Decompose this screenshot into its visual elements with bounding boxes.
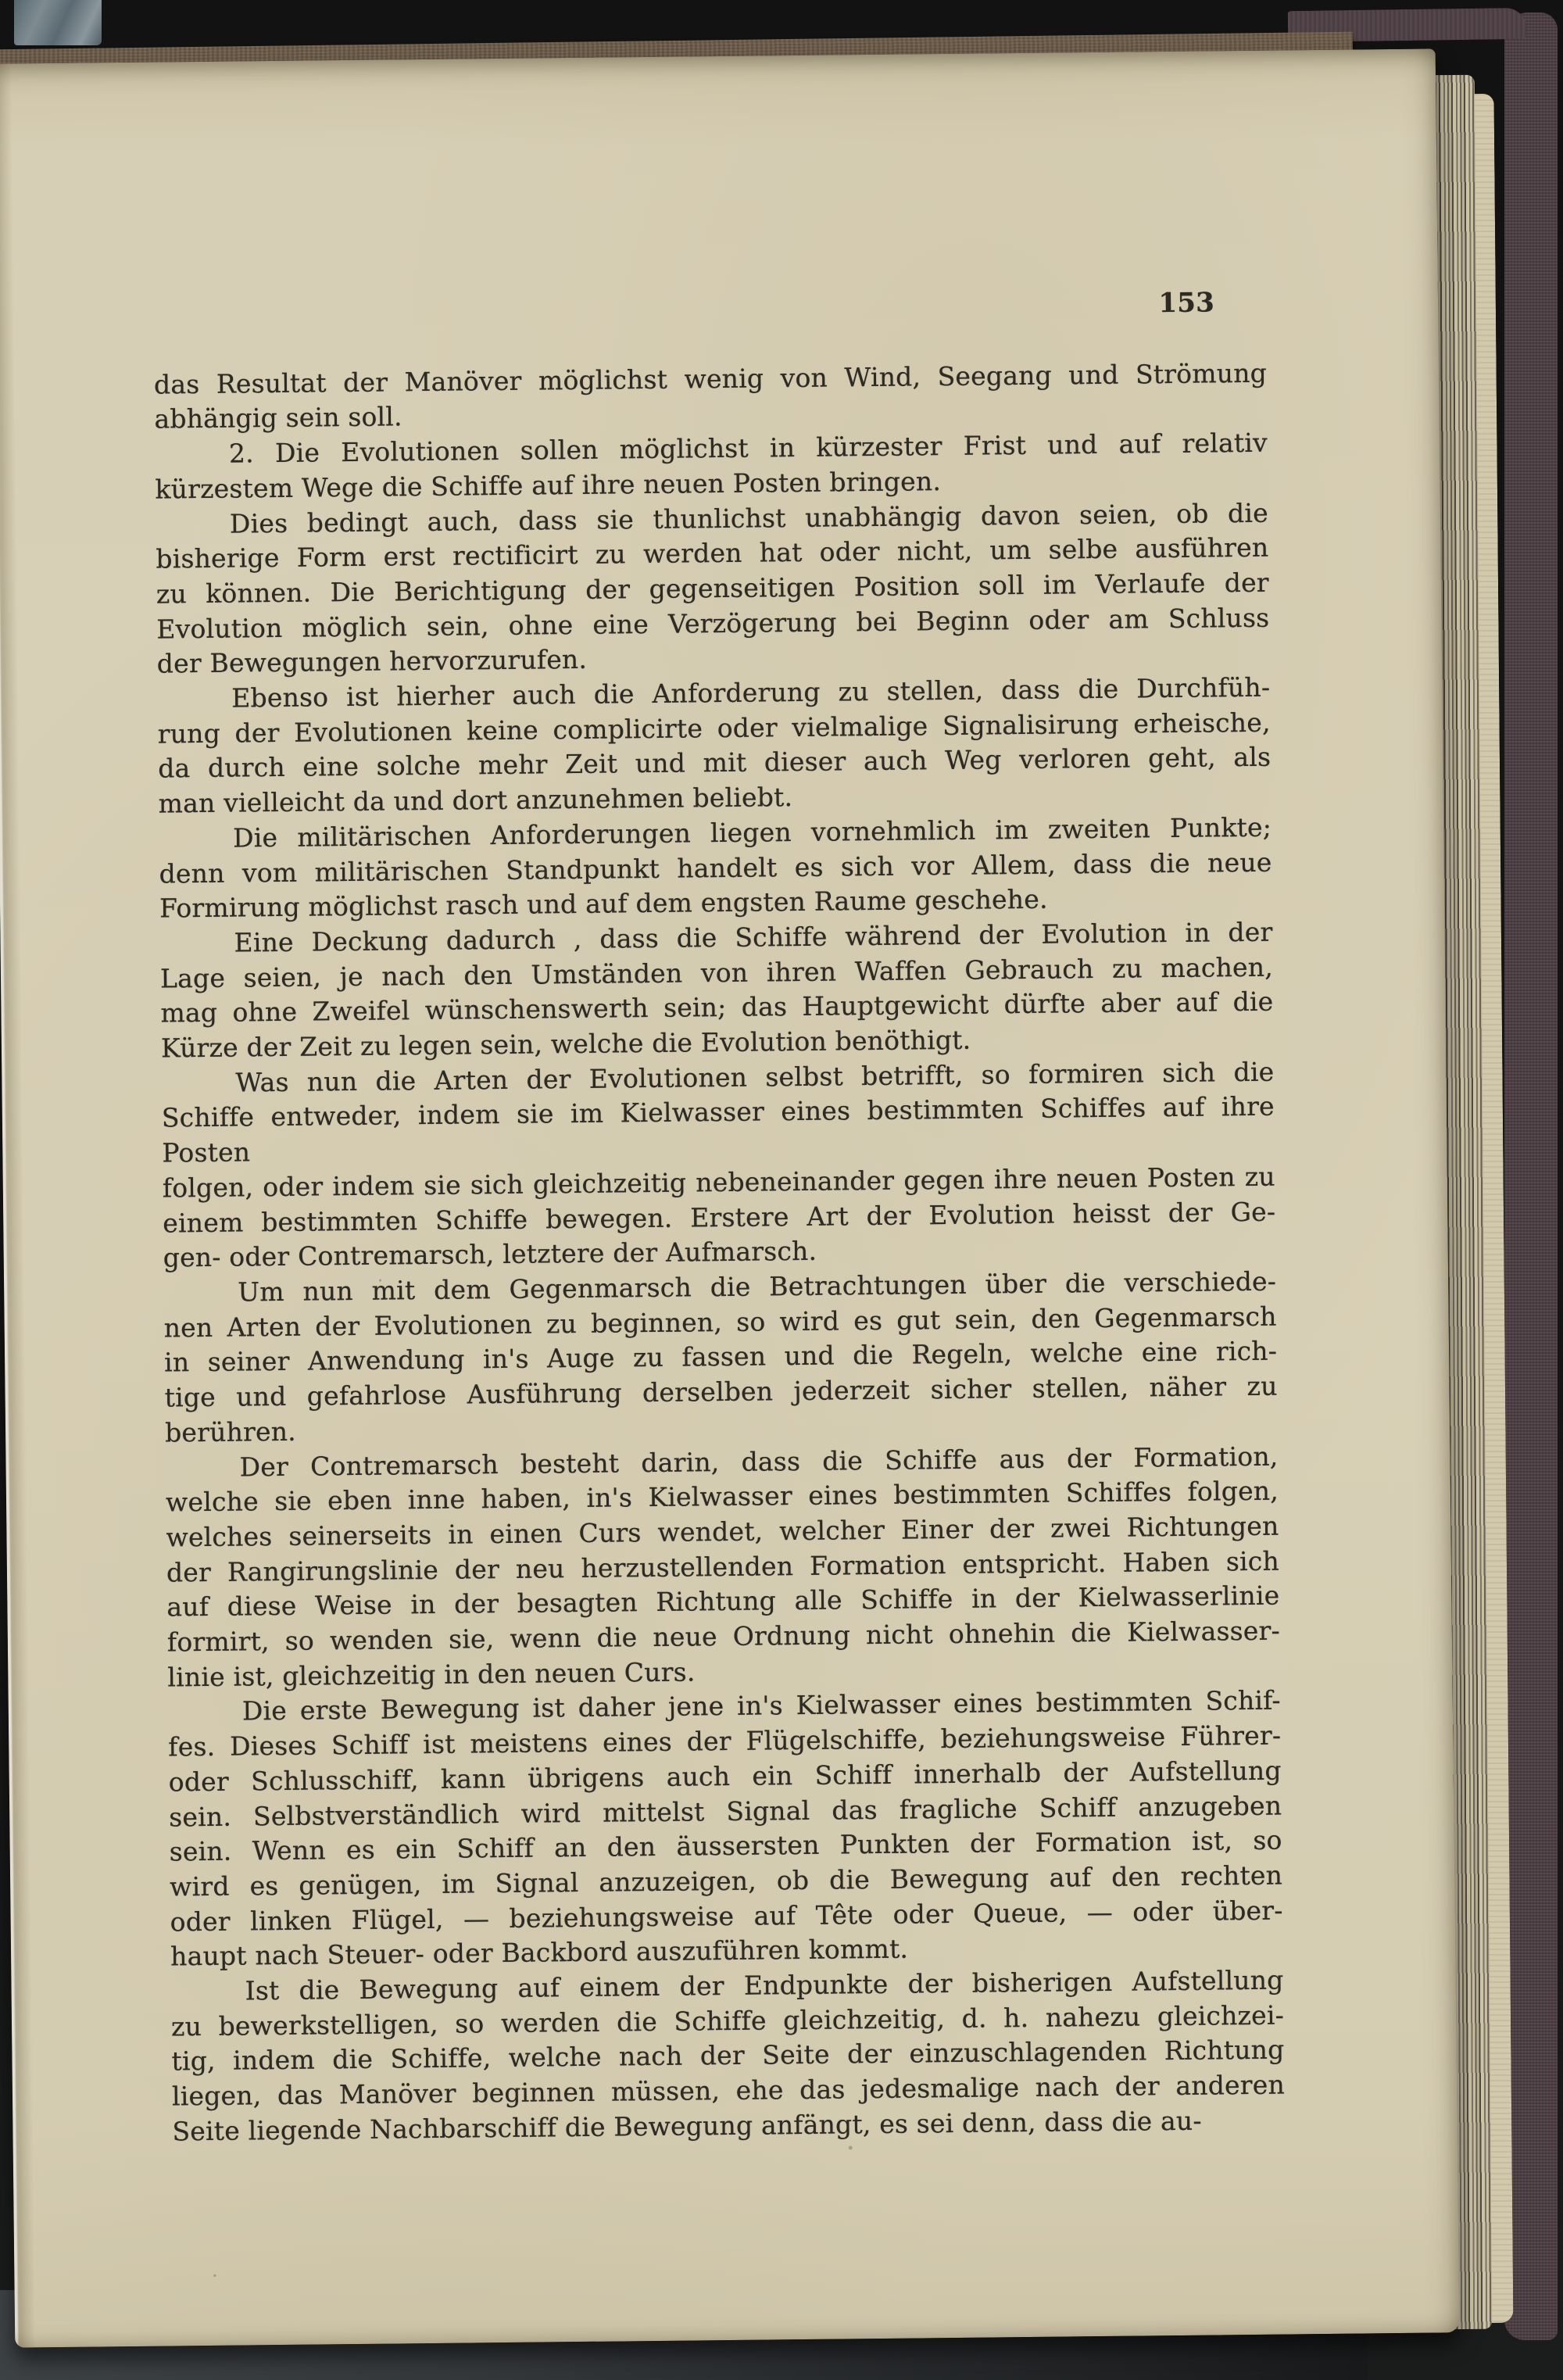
text-line: liegen, das Manöver beginnen müssen, ehe das jedesmalige nach der anderen	[171, 2069, 1286, 2112]
page-text-block	[153, 285, 1286, 2149]
text-line: sein. Selbstverständlich wird mittelst Signal das fragliche Schiff anzugeben	[169, 1790, 1282, 1833]
text-line: nen Arten der Evolutionen zu beginnen, so wird es gut sein, den Gegenmarsch	[163, 1301, 1277, 1344]
text-line: Um nun mit dem Gegenmarsch die Betrachtungen über die verschiede-	[238, 1265, 1277, 1308]
page-number: 153	[1158, 287, 1215, 320]
text-line: Die erste Bewegung ist daher jene in's Kielwasser eines bestimmten Schif-	[241, 1685, 1281, 1727]
text-line: 2. Die Evolutionen sollen möglichst in kürzester Frist und auf relativ	[228, 427, 1268, 469]
text-line: Was nun die Arten der Evolutionen selbst betrifft, so formiren sich die	[235, 1056, 1275, 1098]
text-line: Evolution möglich sein, ohne eine Verzögerung bei Beginn oder am Schluss	[156, 602, 1270, 645]
text-line: zu bewerkstelligen, so werden die Schiffe gleichzeitig, d. h. nahezu gleichzei-	[170, 1999, 1285, 2042]
text-line: Dies bedingt auch, dass sie thunlichst unabhängig davon seien, ob die	[229, 497, 1269, 539]
paragraph	[168, 1684, 1284, 1975]
text-line: man vielleicht da und dort anzunehmen beliebt.	[158, 782, 793, 819]
text-line: einem bestimmten Schiffe bewegen. Erstere Art der Evolution heisst der Ge-	[163, 1196, 1276, 1239]
text-line: denn vom militärischen Standpunkt handelt es sich vor Allem, dass die neue	[159, 846, 1272, 889]
text-line: gen- oder Contremarsch, letztere der Aufmarsch.	[163, 1236, 817, 1273]
text-line: rung der Evolutionen keine complicirte oder vielmalige Signalisirung erheische,	[157, 707, 1271, 750]
text-line: sein. Wenn es ein Schiff an den äussersten Punkten der Formation ist, so	[169, 1824, 1282, 1867]
paragraph	[161, 1054, 1276, 1276]
paragraph	[159, 810, 1272, 926]
text-line: folgen, oder indem sie sich gleichzeitig nebeneinander gegen ihre neuen Posten zu	[162, 1161, 1275, 1204]
text-line: kürzestem Wege die Schiffe auf ihre neuen Posten bringen.	[155, 465, 942, 505]
text-line: oder linken Flügel, — beziehungsweise auf Tête oder Queue, — oder über-	[170, 1895, 1283, 1938]
text-line: linie ist, gleichzeitig in den neuen Curs.	[167, 1656, 696, 1693]
body-text	[154, 356, 1286, 2149]
paragraph	[159, 915, 1274, 1067]
text-line: tig, indem die Schiffe, welche nach der Seite der einzuschlagenden Richtung	[171, 2035, 1285, 2077]
book-page	[0, 48, 1459, 2347]
text-line: Der Contremarsch besteht darin, dass die Schiffe aus der Formation,	[239, 1441, 1279, 1483]
text-line: der Bewegungen hervorzurufen.	[156, 644, 588, 679]
paragraph	[165, 1439, 1280, 1695]
text-line: Formirung möglichst rasch und auf dem engsten Raume geschehe.	[159, 883, 1048, 924]
text-line: mag ohne Zweifel wünschenswerth sein; das Hauptgewicht dürfte aber auf die	[160, 986, 1274, 1029]
text-line: zu können. Die Berichtigung der gegenseitigen Position soll im Verlaufe der	[156, 567, 1269, 610]
text-line: da durch eine solche mehr Zeit und mit dieser auch Weg verloren geht, als	[158, 742, 1272, 785]
paragraph	[155, 426, 1268, 507]
text-line: bisherige Form erst rectificirt zu werden hat oder nicht, um selbe ausführen	[156, 531, 1269, 574]
text-line: Seite liegende Nachbarschiff die Bewegung anfängt, es sei denn, dass die au-	[172, 2105, 1202, 2147]
text-line: Ebenso ist hierher auch die Anforderung zu stellen, dass die Durchfüh-	[231, 671, 1271, 714]
text-line: berühren.	[164, 1415, 297, 1448]
text-line: das Resultat der Manöver möglichst wenig von Wind, Seegang und Strömung	[153, 357, 1268, 400]
top-left-tab	[14, 0, 102, 45]
text-line: in seiner Anwendung in's Auge zu fassen und die Regeln, welche eine rich-	[163, 1336, 1278, 1378]
text-line: oder Schlusschiff, kann übrigens auch ein Schiff innerhalb der Aufstellung	[168, 1755, 1282, 1798]
paragraph	[156, 496, 1270, 682]
paragraph	[170, 1963, 1285, 2149]
paragraph	[157, 671, 1272, 822]
text-line: haupt nach Steuer- oder Backbord auszuführen kommt.	[170, 1933, 909, 1972]
text-line: tige und gefahrlose Ausführung derselben jederzeit sicher stellen, näher zu	[164, 1370, 1278, 1413]
text-line: formirt, so wenden sie, wenn die neue Ordnung nicht ohnehin die Kielwasser-	[166, 1615, 1281, 1658]
text-line: Lage seien, je nach den Umständen von ihren Waffen Gebrauch zu machen,	[159, 951, 1274, 994]
text-line: auf diese Weise in der besagten Richtung alle Schiffe in der Kielwasserlinie	[166, 1580, 1280, 1623]
text-line: fes. Dieses Schiff ist meistens eines der Flügelschiffe, beziehungsweise Führer-	[168, 1720, 1282, 1763]
paragraph	[154, 356, 1268, 437]
text-line: Die militärischen Anforderungen liegen vornehmlich im zweiten Punkte;	[232, 811, 1272, 854]
text-line: wird es genügen, im Signal anzuzeigen, ob die Bewegung auf den rechten	[169, 1859, 1283, 1902]
text-line: welche sie eben inne haben, in's Kielwasser eines bestimmten Schiffes folgen,	[165, 1475, 1279, 1518]
text-line: welches seinerseits in einen Curs wendet, welcher Einer der zwei Richtungen	[166, 1510, 1279, 1553]
text-line: Ist die Bewegung auf einem der Endpunkte der bisherigen Aufstellung	[245, 1964, 1284, 2006]
paragraph	[163, 1265, 1278, 1451]
book-cover-cloth-right-edge	[1504, 13, 1558, 2340]
text-line: Eine Deckung dadurch , dass die Schiffe während der Evolution in der	[234, 916, 1273, 958]
text-line: der Rangirungslinie der neu herzustellenden Formation entspricht. Haben sich	[166, 1545, 1280, 1588]
text-line: abhängig sein soll.	[154, 401, 402, 435]
text-line: Schiffe entweder, indem sie im Kielwasser eines bestimmten Schiffes auf ihre Posten	[161, 1091, 1275, 1169]
text-line: Kürze der Zeit zu legen sein, welche die Evolution benöthigt.	[160, 1024, 971, 1064]
